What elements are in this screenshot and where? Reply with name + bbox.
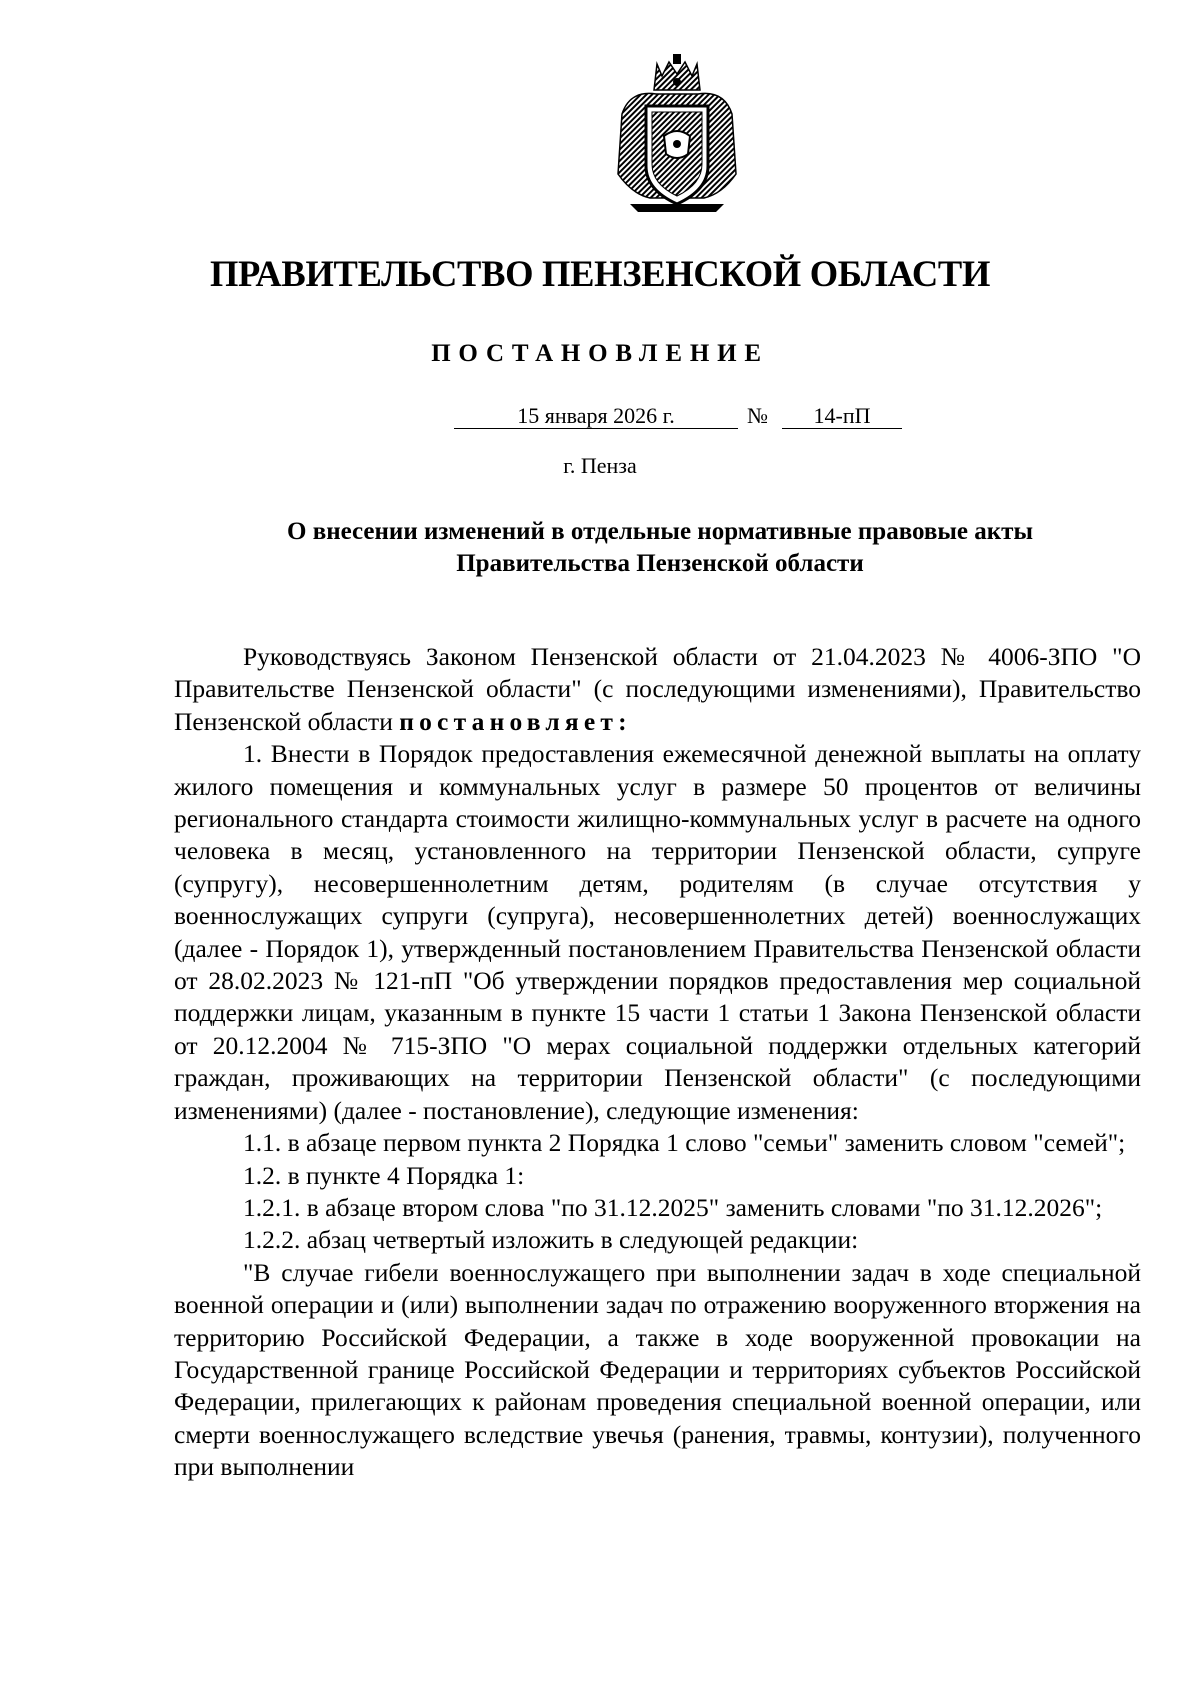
quoted-paragraph: "В случае гибели военнослужащего при выполнении задач в ходе специальной военной операции и (или) выполнении задач по отражению вооруженного вторжения на территорию Российской Федерации, а также в ходе вооруженной провокации на Государственной границе Российской Федерации и территориях субъектов Российской Федерации, прилегающих к районам проведения специальной военной операции, или смерти военнослужащего вследствие увечья (ранения, травмы, контузии), полученного при выполнении xyxy=(174,1257,1141,1482)
document-subject xyxy=(230,516,1090,580)
preamble-text: Руководствуясь Законом Пензенской области от 21.04.2023 № 4006-ЗПО "О Правительстве Пензенской области" (с последующими изменениями), Правительство Пензенской области xyxy=(174,642,1141,736)
paragraph-1-2-2: 1.2.2. абзац четвертый изложить в следующей редакции: xyxy=(243,1225,859,1255)
document-city: г. Пенза xyxy=(563,453,637,478)
resolves-word: постановляет: xyxy=(399,706,632,736)
preamble-paragraph xyxy=(174,641,1141,738)
paragraph-1-1: 1.1. в абзаце первом пункта 2 Порядка 1 слово "семьи" заменить словом "семей"; xyxy=(243,1128,1126,1158)
organization-title: ПРАВИТЕЛЬСТВО ПЕНЗЕНСКОЙ ОБЛАСТИ xyxy=(209,253,991,294)
penza-region-coat-of-arms-icon xyxy=(612,54,742,214)
subject-line-1: О внесении изменений в отдельные нормативные правовые акты xyxy=(287,518,1033,545)
document-body xyxy=(174,641,1141,1484)
paragraph-1-2: 1.2. в пункте 4 Порядка 1: xyxy=(243,1160,525,1190)
number-sign: № xyxy=(747,403,768,428)
document-date: 15 января 2026 г. xyxy=(454,404,738,429)
paragraph-1-2-1: 1.2.1. в абзаце втором слова "по 31.12.2025" заменить словами "по 31.12.2026"; xyxy=(243,1192,1103,1222)
paragraph-1: 1. Внести в Порядок предоставления ежемесячной денежной выплаты на оплату жилого помещения и коммунальных услуг в размере 50 процентов от величины регионального стандарта стоимости жилищно-коммунальных услуг в расчете на одного человека в месяц, установленного на территории Пензенской области, супруге (супругу), несовершеннолетним детям, родителям (в случае отсутствия у военнослужащих супруги (супруга), несовершеннолетних детей) военнослужащих (далее - Порядок 1), утвержденный постановлением Правительства Пензенской области от 28.02.2023 № 121-пП "Об утверждении порядков предоставления мер социальной поддержки лицам, указанным в пункте 15 части 1 статьи 1 Закона Пензенской области от 20.12.2004 № 715-ЗПО "О мерах социальной поддержки отдельных категорий граждан, проживающих на территории Пензенской области" (с последующими изменениями) (далее - постановление), следующие изменения: xyxy=(174,739,1141,1125)
subject-line-2: Правительства Пензенской области xyxy=(456,550,864,577)
document-type-heading: ПОСТАНОВЛЕНИЕ xyxy=(431,340,769,367)
document-number: 14-пП xyxy=(782,404,902,429)
